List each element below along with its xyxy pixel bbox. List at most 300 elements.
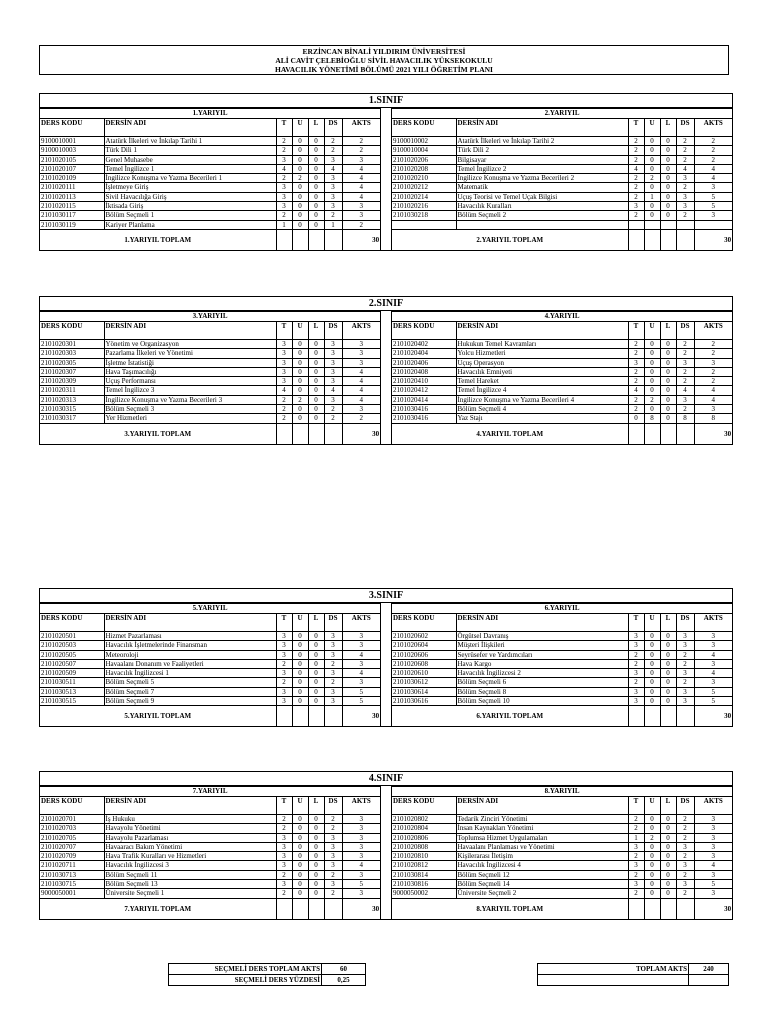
course-l: 0 <box>308 842 324 851</box>
course-row <box>40 192 380 201</box>
year-title: 3.SINIF <box>40 589 732 603</box>
course-name: Yer Hizmetleri <box>104 414 276 423</box>
course-name: Bölüm Seçmeli 12 <box>456 870 628 879</box>
course-ds: 3 <box>324 842 342 851</box>
course-code: 2101020810 <box>392 852 456 861</box>
course-l: 0 <box>660 137 676 146</box>
col-header-code: DERS KODU <box>392 119 456 137</box>
course-row <box>392 137 732 146</box>
course-akts: 2 <box>694 137 732 146</box>
col-header-t: T <box>628 797 644 815</box>
col-header-akts: AKTS <box>342 797 380 815</box>
course-akts: 3 <box>694 358 732 367</box>
course-code: 2101030416 <box>392 405 456 414</box>
course-table <box>40 603 380 726</box>
course-code: 2101020105 <box>40 155 104 164</box>
course-u: 8 <box>644 414 660 423</box>
course-ds: 2 <box>676 349 694 358</box>
col-header-code: DERS KODU <box>392 322 456 340</box>
course-akts: 2 <box>694 340 732 349</box>
course-t: 2 <box>628 340 644 349</box>
col-header-u: U <box>292 614 308 632</box>
course-u: 0 <box>644 687 660 696</box>
course-akts: 3 <box>342 659 380 668</box>
semester-title: 7.YARIYIL <box>40 787 380 797</box>
course-code: 2101020404 <box>392 349 456 358</box>
course-akts: 3 <box>342 870 380 879</box>
course-t: 2 <box>276 824 292 833</box>
course-akts: 4 <box>342 183 380 192</box>
course-ds: 3 <box>324 183 342 192</box>
course-ds: 2 <box>676 824 694 833</box>
course-ds: 2 <box>324 211 342 220</box>
course-l: 0 <box>660 861 676 870</box>
course-code: 2101030315 <box>40 405 104 414</box>
course-u: 0 <box>292 183 308 192</box>
course-name: Bilgisayar <box>456 155 628 164</box>
course-ds: 3 <box>324 174 342 183</box>
course-l: 0 <box>660 202 676 211</box>
course-code: 2101020311 <box>40 386 104 395</box>
course-row <box>40 174 380 183</box>
col-header-akts: AKTS <box>694 614 732 632</box>
course-u: 0 <box>644 405 660 414</box>
course-u: 2 <box>644 174 660 183</box>
course-akts: 2 <box>342 220 380 229</box>
col-header-u: U <box>292 797 308 815</box>
course-name: Havacılık Kuralları <box>456 202 628 211</box>
course-u: 0 <box>644 641 660 650</box>
course-row <box>392 377 732 386</box>
semester-title: 6.YARIYIL <box>392 604 732 614</box>
semester-title: 3.YARIYIL <box>40 312 380 322</box>
col-header-l: L <box>660 322 676 340</box>
course-akts: 8 <box>694 414 732 423</box>
course-u: 0 <box>292 650 308 659</box>
course-row <box>40 852 380 861</box>
course-t: 3 <box>276 349 292 358</box>
course-u: 0 <box>292 146 308 155</box>
course-akts: 4 <box>694 650 732 659</box>
course-name: Tedarik Zinciri Yönetimi <box>456 815 628 824</box>
course-name: Bölüm Seçmeli 9 <box>104 697 276 706</box>
course-row <box>40 137 380 146</box>
course-code: 2101020412 <box>392 386 456 395</box>
course-u: 0 <box>644 386 660 395</box>
course-row <box>392 889 732 898</box>
course-name: İşletmeye Giriş <box>104 183 276 192</box>
course-table <box>392 108 732 250</box>
col-header-t: T <box>628 322 644 340</box>
course-akts: 2 <box>694 367 732 376</box>
course-t: 2 <box>276 815 292 824</box>
course-code: 2101020507 <box>40 659 104 668</box>
course-t: 2 <box>276 211 292 220</box>
course-row <box>392 386 732 395</box>
course-l: 0 <box>660 687 676 696</box>
course-code: 2101020806 <box>392 833 456 842</box>
col-header-ds: DS <box>324 614 342 632</box>
course-name: Bölüm Seçmeli 10 <box>456 697 628 706</box>
course-row <box>40 395 380 404</box>
course-t: 3 <box>276 669 292 678</box>
school-name: ALİ CAVİT ÇELEBİOĞLU SİVİL HAVACILIK YÜKSEKOKULU <box>275 56 493 65</box>
course-row <box>40 349 380 358</box>
course-l: 0 <box>308 183 324 192</box>
semester-total-akts: 30 <box>342 229 380 250</box>
course-code: 2101020406 <box>392 358 456 367</box>
course-name: Havacılık İngilizcesi 2 <box>456 669 628 678</box>
course-t: 4 <box>628 386 644 395</box>
course-u: 0 <box>644 678 660 687</box>
course-table <box>40 108 380 250</box>
course-ds: 2 <box>676 211 694 220</box>
course-akts: 3 <box>342 833 380 842</box>
course-u: 2 <box>644 395 660 404</box>
document-header <box>39 45 729 75</box>
course-code: 2101020309 <box>40 377 104 386</box>
course-u: 0 <box>292 815 308 824</box>
course-ds: 4 <box>676 386 694 395</box>
course-name: Hizmet Pazarlaması <box>104 632 276 641</box>
course-l: 0 <box>660 870 676 879</box>
course-u: 0 <box>292 377 308 386</box>
course-ds: 2 <box>676 183 694 192</box>
course-ds: 3 <box>676 202 694 211</box>
course-ds: 2 <box>324 889 342 898</box>
semester-block <box>40 786 380 919</box>
course-name: İş Hukuku <box>104 815 276 824</box>
course-name: Bölüm Seçmeli 3 <box>104 405 276 414</box>
course-name: İngilizce Konuşma ve Yazma Becerileri 4 <box>456 395 628 404</box>
course-t: 2 <box>628 852 644 861</box>
course-u: 0 <box>644 632 660 641</box>
course-l: 0 <box>308 833 324 842</box>
course-name: Havacılık İngilizcesi 1 <box>104 669 276 678</box>
course-t: 2 <box>628 137 644 146</box>
course-l: 0 <box>660 833 676 842</box>
course-code: 2101020115 <box>40 202 104 211</box>
course-u: 0 <box>644 349 660 358</box>
course-ds: 3 <box>324 669 342 678</box>
course-t: 2 <box>628 405 644 414</box>
course-name: Üniversite Seçmeli 1 <box>104 889 276 898</box>
course-t: 2 <box>628 889 644 898</box>
course-l: 0 <box>660 824 676 833</box>
course-l: 0 <box>660 405 676 414</box>
course-akts: 4 <box>694 164 732 173</box>
course-u: 0 <box>292 340 308 349</box>
col-header-t: T <box>276 614 292 632</box>
course-row <box>40 358 380 367</box>
semester-total-label: 4.YARIYIL TOPLAM <box>392 423 628 444</box>
course-table <box>392 311 732 444</box>
course-row <box>392 852 732 861</box>
course-row <box>392 202 732 211</box>
course-row <box>392 659 732 668</box>
course-row <box>392 669 732 678</box>
course-l: 0 <box>308 155 324 164</box>
year-block <box>39 296 733 445</box>
course-u: 0 <box>292 870 308 879</box>
course-code: 2101020210 <box>392 174 456 183</box>
course-row <box>392 146 732 155</box>
course-l: 0 <box>308 405 324 414</box>
course-t: 3 <box>628 842 644 851</box>
course-t: 3 <box>276 632 292 641</box>
course-ds: 2 <box>324 414 342 423</box>
course-code: 2101030416 <box>392 414 456 423</box>
course-l: 0 <box>308 202 324 211</box>
year-block <box>39 93 733 251</box>
col-header-akts: AKTS <box>694 119 732 137</box>
elective-summary <box>168 963 366 986</box>
course-u: 0 <box>644 669 660 678</box>
course-row <box>392 650 732 659</box>
course-ds: 3 <box>324 861 342 870</box>
course-t: 2 <box>628 211 644 220</box>
course-u: 2 <box>644 833 660 842</box>
course-code: 2101020408 <box>392 367 456 376</box>
course-name: Pazarlama İlkeleri ve Yönetimi <box>104 349 276 358</box>
course-ds: 3 <box>324 349 342 358</box>
course-l: 0 <box>660 377 676 386</box>
course-row <box>40 669 380 678</box>
col-header-l: L <box>308 119 324 137</box>
course-row <box>392 824 732 833</box>
course-code: 2101020214 <box>392 192 456 201</box>
course-row <box>40 833 380 842</box>
course-l: 0 <box>308 358 324 367</box>
col-header-code: DERS KODU <box>40 119 104 137</box>
course-akts: 3 <box>694 870 732 879</box>
course-akts: 3 <box>342 632 380 641</box>
col-header-akts: AKTS <box>694 322 732 340</box>
course-ds: 4 <box>324 386 342 395</box>
col-header-name: DERSİN ADI <box>104 797 276 815</box>
course-ds: 2 <box>676 340 694 349</box>
course-name: Havacılık İşletmelerinde Finansman <box>104 641 276 650</box>
course-name: Kişilerarası İletişim <box>456 852 628 861</box>
course-code: 2101020410 <box>392 377 456 386</box>
course-u: 0 <box>292 659 308 668</box>
course-ds: 3 <box>676 880 694 889</box>
course-l: 0 <box>660 659 676 668</box>
col-header-name: DERSİN ADI <box>456 614 628 632</box>
course-u: 0 <box>644 377 660 386</box>
course-t: 3 <box>628 687 644 696</box>
col-header-l: L <box>308 614 324 632</box>
course-l: 0 <box>660 358 676 367</box>
course-u: 0 <box>292 833 308 842</box>
course-name: İngilizce Konuşma ve Yazma Becerileri 1 <box>104 174 276 183</box>
course-code: 2101020307 <box>40 367 104 376</box>
year-block <box>39 588 733 727</box>
course-name: Seyrüsefer ve Yardımcıları <box>456 650 628 659</box>
semester-total-label: 8.YARIYIL TOPLAM <box>392 898 628 919</box>
course-row <box>392 632 732 641</box>
total-akts-label: TOPLAM AKTS <box>538 964 689 975</box>
course-ds: 2 <box>676 137 694 146</box>
course-akts: 2 <box>694 349 732 358</box>
course-ds: 2 <box>676 889 694 898</box>
semester-block <box>392 108 732 250</box>
course-t: 2 <box>276 870 292 879</box>
course-t: 2 <box>276 174 292 183</box>
course-akts: 3 <box>342 678 380 687</box>
course-akts: 2 <box>694 146 732 155</box>
course-code: 2101020812 <box>392 861 456 870</box>
course-code: 9100010001 <box>40 137 104 146</box>
course-row <box>40 164 380 173</box>
course-ds: 2 <box>324 870 342 879</box>
course-akts: 5 <box>342 697 380 706</box>
course-akts: 3 <box>694 889 732 898</box>
course-akts: 5 <box>342 687 380 696</box>
course-name: Temel İngilizce 2 <box>456 164 628 173</box>
course-akts: 3 <box>694 211 732 220</box>
course-ds: 3 <box>676 192 694 201</box>
course-ds: 2 <box>324 405 342 414</box>
col-header-code: DERS KODU <box>40 322 104 340</box>
course-t: 3 <box>276 183 292 192</box>
course-row <box>392 340 732 349</box>
course-row <box>40 889 380 898</box>
semester-block <box>40 311 380 444</box>
course-row <box>392 405 732 414</box>
course-ds: 3 <box>676 861 694 870</box>
col-header-ds: DS <box>676 614 694 632</box>
course-ds: 3 <box>676 687 694 696</box>
course-row <box>392 414 732 423</box>
course-t: 2 <box>628 192 644 201</box>
course-l: 0 <box>660 842 676 851</box>
course-ds: 2 <box>676 155 694 164</box>
course-row <box>392 815 732 824</box>
course-u: 0 <box>292 641 308 650</box>
course-ds: 3 <box>324 358 342 367</box>
col-header-t: T <box>276 797 292 815</box>
course-row <box>392 641 732 650</box>
course-row <box>392 192 732 201</box>
course-u: 0 <box>644 367 660 376</box>
col-header-akts: AKTS <box>342 614 380 632</box>
semester-title: 1.YARIYIL <box>40 109 380 119</box>
semester-block <box>392 786 732 919</box>
course-name: Bölüm Seçmeli 13 <box>104 880 276 889</box>
course-u: 0 <box>644 146 660 155</box>
course-t: 2 <box>628 349 644 358</box>
col-header-akts: AKTS <box>694 797 732 815</box>
course-u: 0 <box>292 669 308 678</box>
course-code: 2101030715 <box>40 880 104 889</box>
course-ds: 2 <box>324 137 342 146</box>
course-t: 3 <box>628 358 644 367</box>
university-name: ERZİNCAN BİNALİ YILDIRIM ÜNİVERSİTESİ <box>302 47 466 56</box>
course-ds: 3 <box>676 669 694 678</box>
course-l: 0 <box>660 414 676 423</box>
course-akts: 4 <box>342 669 380 678</box>
course-code: 2101020107 <box>40 164 104 173</box>
course-ds: 2 <box>676 833 694 842</box>
course-name: Genel Muhasebe <box>104 155 276 164</box>
course-name: Uçuş Teorisi ve Temel Uçak Bilgisi <box>456 192 628 201</box>
course-akts: 4 <box>342 395 380 404</box>
semester-total-akts: 30 <box>342 423 380 444</box>
course-name: Uçuş Performansı <box>104 377 276 386</box>
col-header-ds: DS <box>676 322 694 340</box>
course-l: 0 <box>660 340 676 349</box>
course-name: Yolcu Hizmetleri <box>456 349 628 358</box>
course-akts: 3 <box>342 852 380 861</box>
course-t: 3 <box>276 852 292 861</box>
course-akts: 4 <box>342 386 380 395</box>
course-ds: 2 <box>324 146 342 155</box>
col-header-code: DERS KODU <box>392 614 456 632</box>
course-row <box>40 202 380 211</box>
course-t: 3 <box>276 358 292 367</box>
course-ds: 3 <box>324 192 342 201</box>
course-u: 0 <box>292 367 308 376</box>
course-row <box>392 395 732 404</box>
course-row <box>40 632 380 641</box>
year-block <box>39 771 733 920</box>
course-t: 2 <box>628 650 644 659</box>
course-u: 0 <box>644 889 660 898</box>
course-u: 0 <box>644 815 660 824</box>
course-t: 0 <box>628 414 644 423</box>
course-l: 0 <box>660 889 676 898</box>
course-row <box>40 861 380 870</box>
semester-title: 4.YARIYIL <box>392 312 732 322</box>
course-ds: 3 <box>676 697 694 706</box>
year-title: 2.SINIF <box>40 297 732 311</box>
course-akts <box>694 220 732 229</box>
course-name: Bölüm Seçmeli 6 <box>456 678 628 687</box>
course-ds: 3 <box>324 852 342 861</box>
elective-pct-label: SEÇMELİ DERS YÜZDESİ <box>169 975 322 986</box>
semester-total-akts: 30 <box>342 706 380 727</box>
course-row <box>40 824 380 833</box>
total-summary <box>537 963 729 986</box>
course-akts: 4 <box>342 861 380 870</box>
course-name: Bölüm Seçmeli 8 <box>456 687 628 696</box>
col-header-ds: DS <box>324 119 342 137</box>
course-t: 3 <box>276 861 292 870</box>
course-code: 2101030616 <box>392 697 456 706</box>
course-akts: 4 <box>694 174 732 183</box>
course-akts: 4 <box>342 367 380 376</box>
course-akts: 3 <box>694 183 732 192</box>
course-t: 2 <box>276 889 292 898</box>
course-name: Bölüm Seçmeli 7 <box>104 687 276 696</box>
course-l: 0 <box>660 183 676 192</box>
course-t: 3 <box>276 192 292 201</box>
course-u: 0 <box>644 137 660 146</box>
course-name: Temel İngilizce 1 <box>104 164 276 173</box>
course-akts: 3 <box>694 632 732 641</box>
course-l: 0 <box>308 414 324 423</box>
course-code: 2101030513 <box>40 687 104 696</box>
course-l: 0 <box>660 650 676 659</box>
course-u: 0 <box>644 358 660 367</box>
course-l: 0 <box>308 367 324 376</box>
course-ds: 3 <box>676 358 694 367</box>
semester-total-label: 1.YARIYIL TOPLAM <box>40 229 276 250</box>
course-u: 0 <box>644 340 660 349</box>
course-row <box>392 367 732 376</box>
course-name: Bölüm Seçmeli 2 <box>456 211 628 220</box>
